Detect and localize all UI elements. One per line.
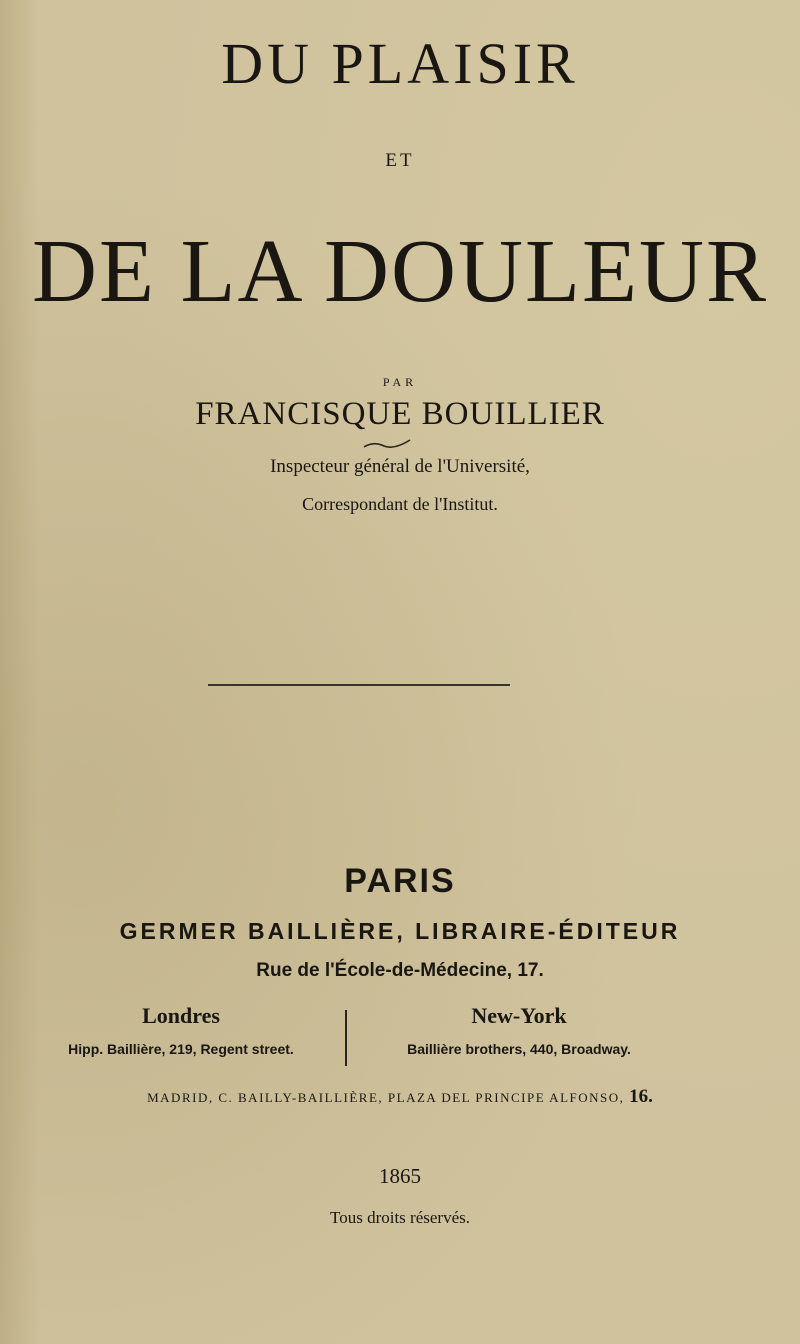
author-role-line-2: Correspondant de l'Institut. (302, 494, 498, 514)
london-city: Londres (142, 1003, 220, 1028)
by-label: PAR (382, 375, 418, 389)
madrid-branch (0, 1086, 800, 1108)
imprint-city: PARIS (344, 862, 456, 900)
rights-notice: Tous droits réservés. (330, 1208, 470, 1227)
title-line-1: DU PLAISIR (221, 31, 579, 96)
madrid-number: 16. (629, 1086, 653, 1107)
title-line-3: DE LA DOULEUR (32, 222, 768, 321)
vertical-divider (345, 1010, 347, 1066)
newyork-city: New-York (471, 1003, 567, 1028)
title-line-2: ET (385, 150, 415, 171)
london-address: Hipp. Baillière, 219, Regent street. (68, 1041, 294, 1057)
ornament-flourish (362, 438, 412, 450)
madrid-text: MADRID, C. BAILLY-BAILLIÈRE, PLAZA DEL PRINCIPE ALFONSO, (147, 1090, 625, 1105)
author-role-line-1: Inspecteur général de l'Université, (270, 456, 530, 477)
newyork-address: Baillière brothers, 440, Broadway. (407, 1041, 631, 1057)
publisher-address: Rue de l'École-de-Médecine, 17. (256, 960, 544, 981)
horizontal-rule (208, 684, 510, 686)
publisher-name: GERMER BAILLIÈRE, LIBRAIRE-ÉDITEUR (119, 918, 681, 944)
author-name: FRANCISQUE BOUILLIER (195, 396, 605, 432)
newyork-branch (354, 1003, 684, 1057)
london-branch (16, 1003, 346, 1057)
publication-year: 1865 (379, 1164, 421, 1188)
